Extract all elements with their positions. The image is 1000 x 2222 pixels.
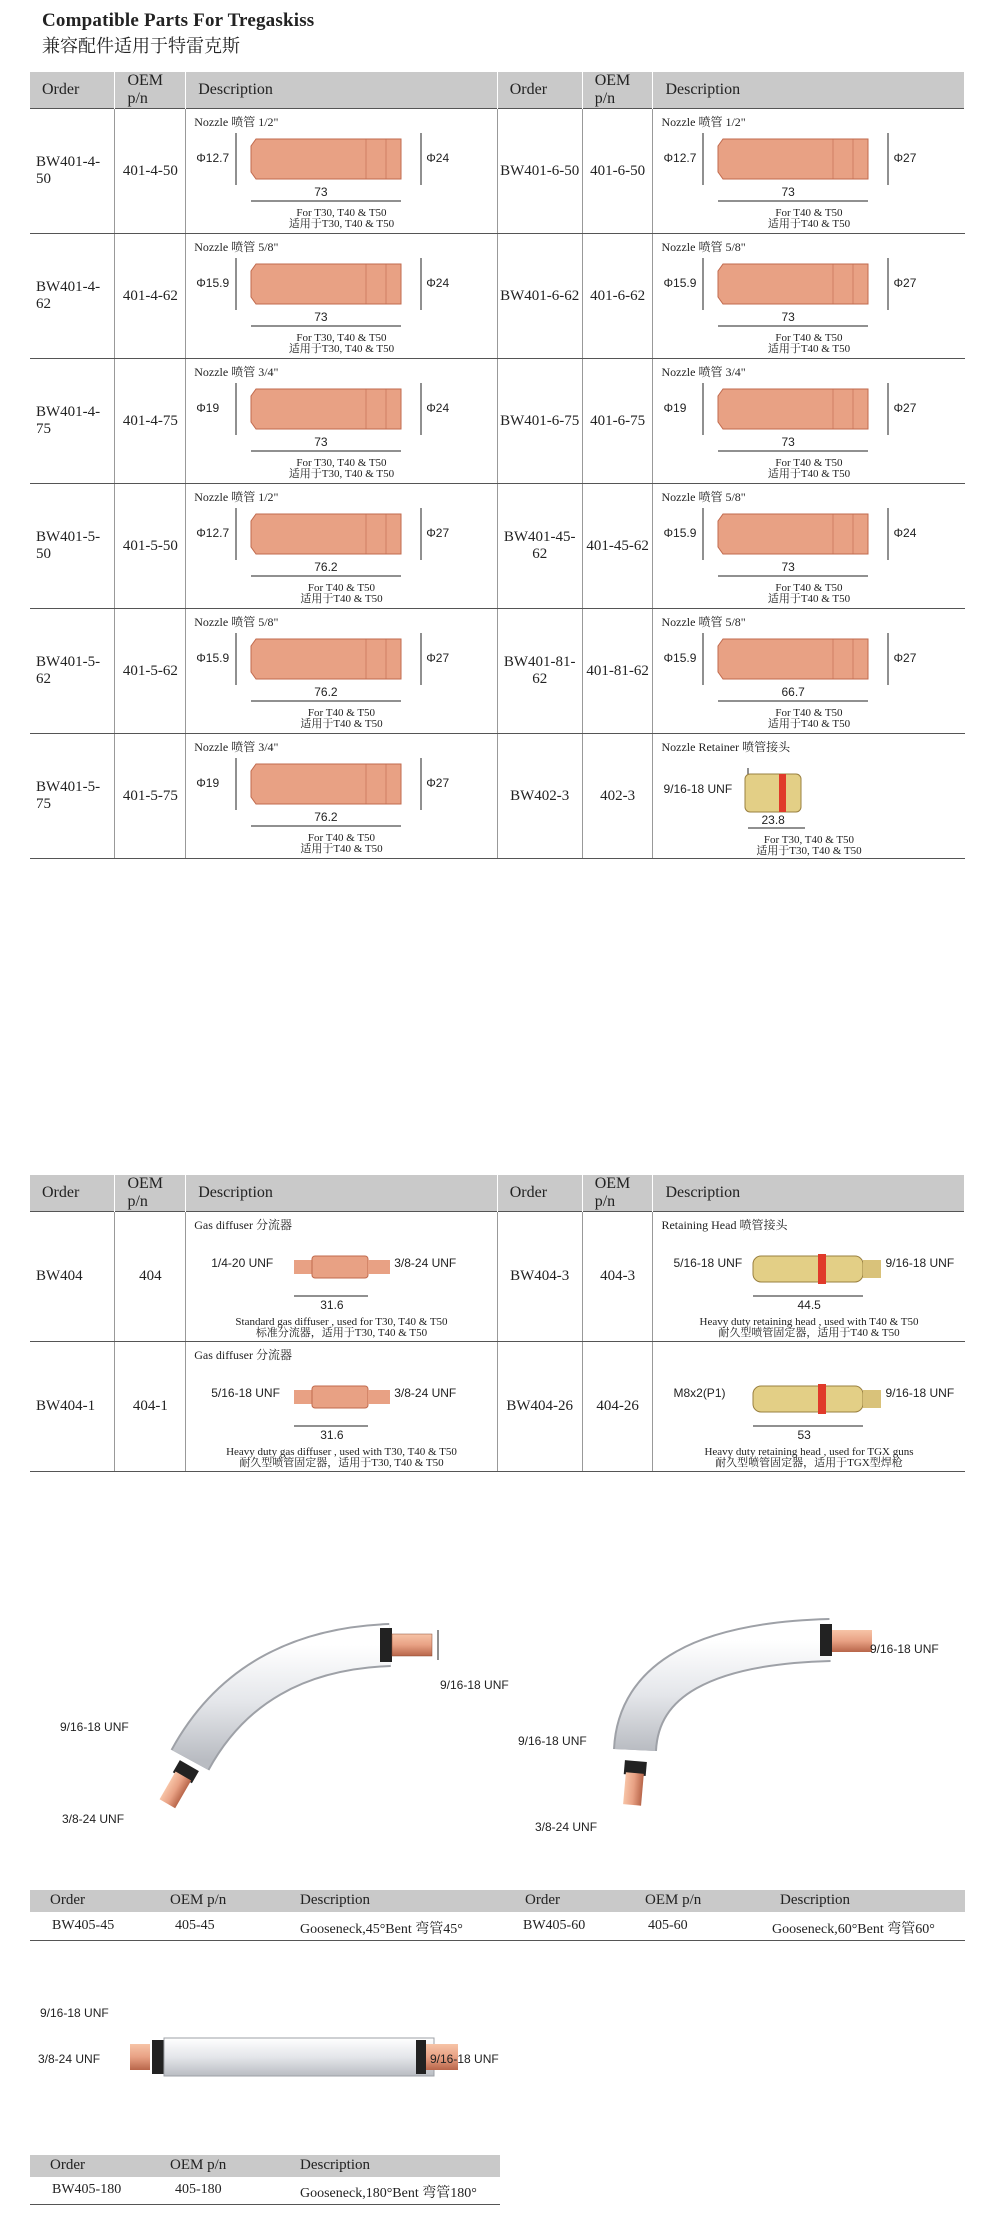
- caption-cn: 适用于T40 & T50: [767, 218, 851, 230]
- oem-part-number: 401-5-75: [115, 734, 186, 859]
- table-row: [30, 1212, 965, 1342]
- order-number: BW401-6-62: [497, 234, 582, 359]
- col-description: Description: [186, 1175, 498, 1212]
- caption-cn: 适用于T30, T40 & T50: [288, 468, 395, 480]
- part-label: Retaining Head 喷管接头: [661, 1218, 788, 1232]
- table-row: [30, 109, 965, 234]
- length-dimension: 73: [314, 310, 328, 324]
- inner-diameter: Φ19: [196, 776, 220, 790]
- caption-en: For T30, T40 & T50: [296, 207, 387, 219]
- gooseneck-180-thread-right: 9/16-18 UNF: [430, 2052, 499, 2066]
- caption-cn: 适用于T40 & T50: [767, 343, 851, 355]
- part-label: Gas diffuser 分流器: [194, 1218, 292, 1232]
- part-description: [653, 359, 965, 484]
- col-description: Description: [780, 1892, 850, 1908]
- outer-diameter: Φ27: [426, 526, 450, 540]
- part-description: [186, 359, 498, 484]
- length-dimension: 31.6: [320, 1428, 344, 1442]
- gooseneck-60-thread-mid: 9/16-18 UNF: [518, 1734, 587, 1748]
- caption-cn: 适用于T40 & T50: [767, 468, 851, 480]
- outer-diameter: Φ24: [426, 276, 450, 290]
- part-label: Gas diffuser 分流器: [194, 1348, 292, 1362]
- part-description: [653, 1342, 965, 1472]
- gooseneck-180-order: BW405-180: [52, 2182, 122, 2197]
- caption-en: Heavy duty gas diffuser , used with T30, T40 & T50: [226, 1446, 457, 1458]
- order-number: BW404: [30, 1212, 115, 1342]
- caption-en: For T40 & T50: [775, 582, 843, 594]
- col-oem: OEM p/n: [645, 1892, 702, 1908]
- caption-en: For T40 & T50: [775, 332, 843, 344]
- oem-part-number: 401-5-50: [115, 484, 186, 609]
- inner-diameter: Φ15.9: [663, 526, 697, 540]
- part-label: Nozzle 喷管 5/8": [661, 490, 746, 504]
- outer-diameter: Φ27: [893, 401, 917, 415]
- caption-cn: 标准分流器，适用于T30, T40 & T50: [255, 1327, 428, 1339]
- gooseneck-60-thread-top: 9/16-18 UNF: [870, 1642, 939, 1656]
- outer-diameter: Φ27: [893, 651, 917, 665]
- inner-diameter: Φ15.9: [196, 276, 230, 290]
- outer-diameter: Φ27: [426, 776, 450, 790]
- thread-left: M8x2(P1): [673, 1386, 726, 1400]
- part-description: [653, 734, 965, 859]
- col-order: Order: [497, 72, 582, 109]
- caption-en: For T40 & T50: [307, 707, 376, 719]
- caption-en: For T30, T40 & T50: [763, 834, 855, 846]
- length-dimension: 44.5: [797, 1298, 821, 1312]
- order-number: BW401-5-75: [30, 734, 115, 859]
- oem-part-number: 401-4-62: [115, 234, 186, 359]
- caption-en: For T40 & T50: [775, 707, 843, 719]
- oem-part-number: 404-26: [582, 1342, 653, 1472]
- part-description: [186, 1212, 498, 1342]
- caption-en: Heavy duty retaining head , used for TGX guns: [704, 1446, 914, 1458]
- col-oem: OEM p/n: [170, 1892, 227, 1908]
- length-dimension: 76.2: [314, 810, 338, 824]
- part-description: [186, 609, 498, 734]
- order-number: BW401-4-62: [30, 234, 115, 359]
- part-label: Nozzle 喷管 1/2": [661, 115, 746, 129]
- col-oem: OEM p/n: [115, 72, 186, 109]
- diffuser-table-header: [30, 1175, 965, 1212]
- oem-part-number: 401-6-62: [582, 234, 653, 359]
- inner-diameter: Φ15.9: [663, 276, 697, 290]
- page-subtitle: 兼容配件适用于特雷克斯: [42, 36, 240, 56]
- caption-cn: 耐久型喷管固定器，适用于T40 & T50: [718, 1327, 900, 1339]
- caption-cn: 适用于T40 & T50: [300, 718, 383, 730]
- caption-en: For T30, T40 & T50: [296, 457, 387, 469]
- oem-part-number: 404: [115, 1212, 186, 1342]
- outer-diameter: Φ24: [893, 526, 917, 540]
- gooseneck-180-oem: 405-180: [175, 2182, 222, 2197]
- part-label: Nozzle 喷管 3/4": [661, 365, 746, 379]
- inner-diameter: Φ19: [663, 401, 687, 415]
- caption-cn: 耐久型喷管固定器，适用于T30, T40 & T50: [239, 1457, 444, 1469]
- part-label: Nozzle 喷管 3/4": [194, 740, 279, 754]
- part-description: [186, 1342, 498, 1472]
- order-number: BW401-5-62: [30, 609, 115, 734]
- table-row: [30, 734, 965, 859]
- part-label: Nozzle 喷管 5/8": [661, 240, 746, 254]
- oem-part-number: 401-6-75: [582, 359, 653, 484]
- nozzle-table: [30, 72, 965, 859]
- oem-part-number: 401-4-75: [115, 359, 186, 484]
- length-dimension: 73: [781, 560, 795, 574]
- caption-en: For T30, T40 & T50: [296, 332, 387, 344]
- part-label: Nozzle 喷管 3/4": [194, 365, 279, 379]
- order-number: BW401-6-50: [497, 109, 582, 234]
- part-description: [186, 109, 498, 234]
- order-number: BW404-1: [30, 1342, 115, 1472]
- col-oem: OEM p/n: [170, 2157, 227, 2173]
- col-description: Description: [300, 2157, 370, 2173]
- col-order: Order: [50, 1892, 85, 1908]
- caption-cn: 适用于T30, T40 & T50: [288, 218, 395, 230]
- col-oem: OEM p/n: [115, 1175, 186, 1212]
- outer-diameter: Φ24: [426, 401, 450, 415]
- part-label: Nozzle 喷管 5/8": [661, 615, 746, 629]
- length-dimension: 76.2: [314, 685, 338, 699]
- order-number: BW401-81-62: [497, 609, 582, 734]
- table-row: [30, 1342, 965, 1472]
- gooseneck-60-thread-bot: 3/8-24 UNF: [535, 1820, 598, 1834]
- col-oem: OEM p/n: [582, 72, 653, 109]
- gooseneck-60-drawing: [520, 1590, 960, 1840]
- col-oem: OEM p/n: [582, 1175, 653, 1212]
- inner-diameter: Φ12.7: [663, 151, 697, 165]
- oem-part-number: 402-3: [582, 734, 653, 859]
- inner-diameter: Φ12.7: [196, 151, 230, 165]
- caption-cn: 适用于T30, T40 & T50: [756, 845, 862, 857]
- order-number: BW401-6-75: [497, 359, 582, 484]
- caption-cn: 适用于T40 & T50: [767, 593, 851, 605]
- length-dimension: 53: [797, 1428, 811, 1442]
- order-number: BW401-45-62: [497, 484, 582, 609]
- part-description: [653, 109, 965, 234]
- caption-cn: 适用于T40 & T50: [300, 843, 383, 855]
- thread-left: 1/4-20 UNF: [211, 1256, 274, 1270]
- order-number: BW401-4-75: [30, 359, 115, 484]
- caption-en: For T40 & T50: [775, 207, 843, 219]
- part-description: [186, 484, 498, 609]
- caption-en: For T40 & T50: [307, 582, 376, 594]
- caption-en: Heavy duty retaining head , used with T40 & T50: [699, 1316, 919, 1328]
- table-row: [30, 484, 965, 609]
- caption-en: For T40 & T50: [307, 832, 376, 844]
- part-description: [653, 484, 965, 609]
- outer-diameter: Φ27: [893, 276, 917, 290]
- order-number: BW401-4-50: [30, 109, 115, 234]
- gooseneck-table-header: [30, 1890, 965, 1912]
- part-label: Nozzle 喷管 5/8": [194, 240, 279, 254]
- part-description: [653, 1212, 965, 1342]
- col-description: Description: [653, 1175, 965, 1212]
- caption-en: For T40 & T50: [775, 457, 843, 469]
- gooseneck-45-desc: Gooseneck,45°Bent 弯管45°: [300, 1922, 463, 1937]
- oem-part-number: 401-5-62: [115, 609, 186, 734]
- caption-en: Standard gas diffuser , used for T30, T40 & T50: [235, 1316, 448, 1328]
- col-description: Description: [300, 1892, 370, 1908]
- part-description: [653, 609, 965, 734]
- table-row: [30, 609, 965, 734]
- outer-diameter: Φ24: [426, 151, 450, 165]
- oem-part-number: 404-1: [115, 1342, 186, 1472]
- col-order: Order: [525, 1892, 560, 1908]
- inner-diameter: Φ15.9: [196, 651, 230, 665]
- inner-diameter: Φ12.7: [196, 526, 230, 540]
- gooseneck-60-desc: Gooseneck,60°Bent 弯管60°: [772, 1922, 935, 1937]
- length-dimension: 23.8: [761, 813, 785, 827]
- gooseneck-45-thread-bot: 3/8-24 UNF: [62, 1812, 125, 1826]
- caption-cn: 适用于T30, T40 & T50: [288, 343, 395, 355]
- length-dimension: 73: [314, 185, 328, 199]
- order-number: BW402-3: [497, 734, 582, 859]
- inner-diameter: Φ19: [196, 401, 220, 415]
- oem-part-number: 401-6-50: [582, 109, 653, 234]
- gooseneck-45-drawing: [40, 1590, 520, 1840]
- oem-part-number: 401-4-50: [115, 109, 186, 234]
- part-description: [653, 234, 965, 359]
- part-label: Nozzle 喷管 5/8": [194, 615, 279, 629]
- diffuser-table: [30, 1175, 965, 1472]
- thread-left: 5/16-18 UNF: [211, 1386, 280, 1400]
- order-number: BW404-3: [497, 1212, 582, 1342]
- oem-part-number: 404-3: [582, 1212, 653, 1342]
- part-description: [186, 734, 498, 859]
- divider: [30, 2204, 500, 2205]
- gooseneck-180-drawing: [40, 2020, 480, 2100]
- nozzle-table-header: [30, 72, 965, 109]
- oem-part-number: 401-81-62: [582, 609, 653, 734]
- part-description: [186, 234, 498, 359]
- col-description: Description: [653, 72, 965, 109]
- thread-left: 5/16-18 UNF: [673, 1256, 743, 1270]
- order-number: BW401-5-50: [30, 484, 115, 609]
- gooseneck-45-oem: 405-45: [175, 1918, 215, 1933]
- inner-diameter: Φ15.9: [663, 651, 697, 665]
- col-description: Description: [186, 72, 498, 109]
- gooseneck-60-order: BW405-60: [523, 1918, 586, 1933]
- length-dimension: 31.6: [320, 1298, 344, 1312]
- length-dimension: 73: [781, 310, 795, 324]
- col-order: Order: [497, 1175, 582, 1212]
- table-row: [30, 359, 965, 484]
- thread-right: 9/16-18 UNF: [885, 1386, 955, 1400]
- outer-diameter: Φ27: [893, 151, 917, 165]
- gooseneck-45-order: BW405-45: [52, 1918, 115, 1933]
- caption-cn: 耐久型喷管固定器，适用于TGX型焊枪: [715, 1457, 903, 1469]
- thread-right: 9/16-18 UNF: [885, 1256, 955, 1270]
- caption-cn: 适用于T40 & T50: [300, 593, 383, 605]
- oem-part-number: 401-45-62: [582, 484, 653, 609]
- part-label: Nozzle Retainer 喷管接头: [661, 740, 791, 754]
- col-order: Order: [30, 72, 115, 109]
- col-order: Order: [50, 2157, 85, 2173]
- order-number: BW404-26: [497, 1342, 582, 1472]
- length-dimension: 73: [781, 185, 795, 199]
- gooseneck-45-thread-top: 9/16-18 UNF: [440, 1678, 509, 1692]
- table-row: [30, 234, 965, 359]
- gooseneck-180-thread-top: 9/16-18 UNF: [40, 2006, 109, 2020]
- length-dimension: 66.7: [781, 685, 805, 699]
- length-dimension: 73: [314, 435, 328, 449]
- gooseneck-45-thread-mid: 9/16-18 UNF: [60, 1720, 129, 1734]
- col-order: Order: [30, 1175, 115, 1212]
- thread-right: 3/8-24 UNF: [394, 1386, 457, 1400]
- gooseneck-180-desc: Gooseneck,180°Bent 弯管180°: [300, 2186, 477, 2201]
- part-label: Nozzle 喷管 1/2": [194, 115, 279, 129]
- length-dimension: 73: [781, 435, 795, 449]
- length-dimension: 76.2: [314, 560, 338, 574]
- thread-right: 3/8-24 UNF: [394, 1256, 457, 1270]
- gooseneck-180-thread-left: 3/8-24 UNF: [38, 2052, 101, 2066]
- page-title: Compatible Parts For Tregaskiss: [42, 10, 315, 31]
- divider: [30, 1940, 965, 1941]
- gooseneck-60-oem: 405-60: [648, 1918, 688, 1933]
- part-label: Nozzle 喷管 1/2": [194, 490, 279, 504]
- thread-spec: 9/16-18 UNF: [663, 782, 733, 796]
- gooseneck-180-header: [30, 2155, 500, 2177]
- outer-diameter: Φ27: [426, 651, 450, 665]
- caption-cn: 适用于T40 & T50: [767, 718, 851, 730]
